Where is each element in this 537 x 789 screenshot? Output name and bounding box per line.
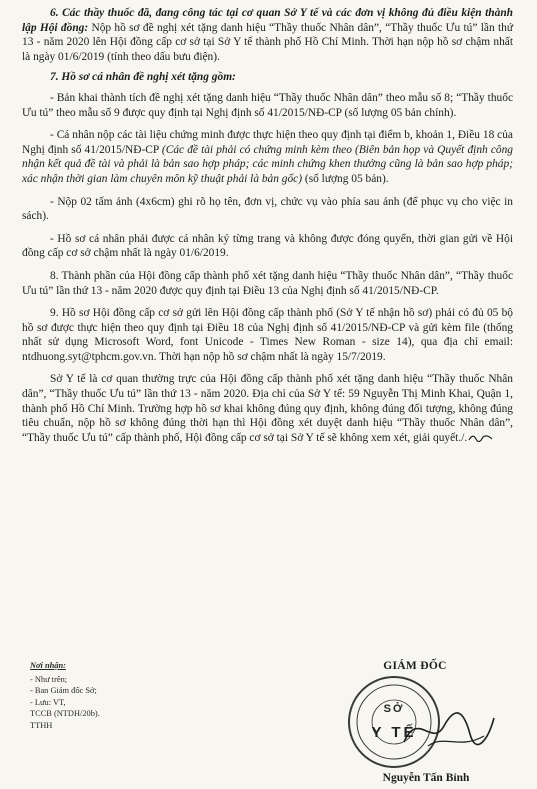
- section-7-item-2-b: (Các đề tài phải có chứng minh kèm theo (Biên bản họp và Quyết định công nhận kết quả đề tài và phải là bản sao hợp pháp; các minh chứng khen thưởng cũng là bản sao hợp pháp; xác nhận thời gian làm chuyên môn kỹ thuật phải là bản gốc): [22, 143, 513, 185]
- recipients-heading: Nơi nhận:: [30, 661, 66, 670]
- initials-mark-icon: [467, 432, 495, 442]
- section-6-body: Nộp hồ sơ đề nghị xét tặng danh hiệu “Thầy thuốc Nhân dân”, “Thầy thuốc Ưu tú” lần thứ 13 - năm 2020 lên Hội đồng cấp cơ sở tại Sở Y tế thành phố Hồ Chí Minh. Thời hạn nộp hồ sơ chậm nhất là ngày 01/6/2019 (tính theo dấu bưu điện).: [22, 21, 513, 63]
- recipient-item: TTHH: [30, 720, 53, 730]
- section-7-item-1: - Bản khai thành tích đề nghị xét tặng danh hiệu “Thầy thuốc Nhân dân” theo mẫu số 8; “Thầy thuốc Ưu tú” theo mẫu số 9 được quy định tại Nghị định số 41/2015/NĐ-CP (số lượng 05 bản chính).: [22, 91, 513, 119]
- seal-text-bottom: Y TẾ: [371, 724, 417, 741]
- section-7-item-2: [22, 128, 513, 186]
- section-8: 8. Thành phần của Hội đồng cấp thành phố xét tặng danh hiệu “Thầy thuốc Nhân dân”, “Thầy thuốc Ưu tú” lần thứ 13 - năm 2020 được quy định tại Điều 13 của Nghị định số 41/2015/NĐ-CP.: [22, 269, 513, 297]
- recipient-item: - Như trên;: [30, 674, 68, 684]
- signature-block: [328, 660, 508, 785]
- seal-text-top: SỞ: [383, 703, 405, 715]
- recipients-block: [30, 660, 190, 731]
- signer-name: Nguyễn Tấn Bỉnh: [382, 772, 470, 784]
- section-7-item-3: - Nộp 02 tấm ảnh (4x6cm) ghi rõ họ tên, đơn vị, chức vụ vào phía sau ảnh (để phục vụ cho việc in sách).: [22, 195, 513, 223]
- document-footer: [0, 660, 537, 789]
- recipient-item: TCCB (NTDH/20b).: [30, 709, 100, 718]
- section-7-item-2-c: (số lượng 05 bản).: [302, 172, 389, 185]
- section-6-lead: 6. Các thầy thuốc đã, đang công tác tại cơ quan Sở Y tế và các đơn vị không đủ điều kiện thành lập Hội đồng:: [22, 7, 513, 34]
- closing-paragraph: [22, 372, 513, 445]
- handwritten-signature-icon: [398, 704, 498, 754]
- section-6: [22, 6, 513, 64]
- section-7-heading: [22, 70, 513, 85]
- signer-title: GIÁM ĐỐC: [383, 660, 447, 672]
- section-7-heading-text: 7. Hồ sơ cá nhân đề nghị xét tặng gồm:: [50, 71, 236, 84]
- recipient-item: - Lưu: VT,: [30, 697, 66, 707]
- section-7-item-4: - Hồ sơ cá nhân phải được cá nhân ký từng trang và không được đóng quyển, thời gian gửi về Hội đồng cấp cơ sở chậm nhất là ngày 01/6/2019.: [22, 232, 513, 260]
- section-9: 9. Hồ sơ Hội đồng cấp cơ sở gửi lên Hội đồng cấp thành phố (Sở Y tế nhận hồ sơ) phải có đủ 05 bộ hồ sơ được thực hiện theo quy định tại Điều 18 của Nghị định số 41/2015/NĐ-CP và gửi kèm file (thống nhất sử dụng Microsoft Word, font Unicode - Times New Roman - size 14), qua địa chỉ email: ntdhuong.syt@tphcm.gov.vn. Thời hạn nộp hồ sơ chậm nhất là ngày 15/7/2019.: [22, 307, 513, 363]
- section-7-item-2-a: - Cá nhân nộp các tài liệu chứng minh được thực hiện theo quy định tại điểm b, khoản 1, Điều 18 của Nghị định số 41/2015/NĐ-CP: [22, 129, 513, 156]
- recipient-item: - Ban Giám đốc Sở;: [30, 686, 97, 695]
- closing-text: Sở Y tế là cơ quan thường trực của Hội đồng cấp thành phố xét tặng danh hiệu “Thầy thuốc Nhân dân”, “Thầy thuốc Ưu tú” lần thứ 13 - năm 2020. Địa chỉ của Sở Y tế: 59 Nguyễn Thị Minh Khai, Quận 1, thành phố Hồ Chí Minh. Trường hợp hồ sơ khai không đúng quy định, không đúng đối tượng, không đúng tiêu chuẩn, nộp hồ sơ không đúng thời hạn thì Hội đồng xét duyệt danh hiệu “Thầy thuốc Nhân dân”, “Thầy thuốc Ưu tú” cấp thành phố, Hội đồng cấp cơ sở tại Sở Y tế sẽ không xem xét, giải quyết./.: [22, 373, 513, 444]
